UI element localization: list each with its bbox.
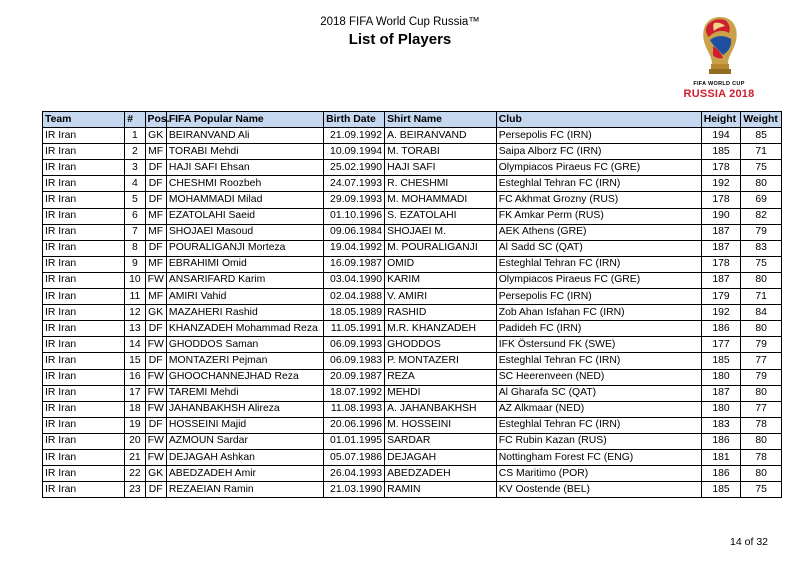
cell-shirt-name: RASHID (385, 305, 497, 321)
cell-position: MF (145, 289, 166, 305)
cell-shirt-name: SHOJAEI M. (385, 224, 497, 240)
cell-position: DF (145, 160, 166, 176)
cell-team: IR Iran (43, 337, 125, 353)
cell-club: Olympiacos Piraeus FC (GRE) (496, 160, 701, 176)
cell-weight: 69 (741, 192, 782, 208)
cell-height: 178 (701, 160, 741, 176)
table-row (43, 208, 782, 224)
cell-club: Nottingham Forest FC (ENG) (496, 449, 701, 465)
cell-team: IR Iran (43, 321, 125, 337)
cell-weight: 83 (741, 240, 782, 256)
column-header-position: Pos. (145, 112, 166, 128)
cell-shirt-name: RAMIN (385, 482, 497, 498)
cell-birth-date: 01.01.1995 (324, 433, 385, 449)
table-row (43, 128, 782, 144)
cell-birth-date: 20.06.1996 (324, 417, 385, 433)
cell-weight: 77 (741, 353, 782, 369)
cell-team: IR Iran (43, 144, 125, 160)
cell-height: 181 (701, 449, 741, 465)
cell-weight: 71 (741, 144, 782, 160)
cell-position: GK (145, 466, 166, 482)
cell-birth-date: 05.07.1986 (324, 449, 385, 465)
cell-popular-name: ABEDZADEH Amir (166, 466, 323, 482)
cell-weight: 75 (741, 482, 782, 498)
cell-position: DF (145, 192, 166, 208)
cell-club: Olympiacos Piraeus FC (GRE) (496, 272, 701, 288)
cell-position: FW (145, 433, 166, 449)
cell-popular-name: HOSSEINI Majid (166, 417, 323, 433)
trophy-emblem-icon (698, 14, 742, 80)
cell-club: Zob Ahan Isfahan FC (IRN) (496, 305, 701, 321)
cell-club: Saipa Alborz FC (IRN) (496, 144, 701, 160)
players-table (42, 111, 782, 498)
players-table-body (43, 128, 782, 498)
cell-height: 192 (701, 176, 741, 192)
table-row (43, 305, 782, 321)
cell-popular-name: BEIRANVAND Ali (166, 128, 323, 144)
cell-team: IR Iran (43, 272, 125, 288)
cell-birth-date: 11.05.1991 (324, 321, 385, 337)
cell-number: 17 (125, 385, 145, 401)
cell-weight: 79 (741, 369, 782, 385)
cell-shirt-name: V. AMIRI (385, 289, 497, 305)
cell-club: IFK Östersund FK (SWE) (496, 337, 701, 353)
table-row (43, 466, 782, 482)
cell-number: 8 (125, 240, 145, 256)
cell-popular-name: REZAEIAN Ramin (166, 482, 323, 498)
cell-popular-name: AZMOUN Sardar (166, 433, 323, 449)
cell-popular-name: DEJAGAH Ashkan (166, 449, 323, 465)
column-header-height: Height (701, 112, 741, 128)
cell-height: 183 (701, 417, 741, 433)
column-header-number: # (125, 112, 145, 128)
cell-club: Al Sadd SC (QAT) (496, 240, 701, 256)
cell-birth-date: 18.07.1992 (324, 385, 385, 401)
cell-team: IR Iran (43, 224, 125, 240)
cell-position: FW (145, 385, 166, 401)
table-row (43, 401, 782, 417)
column-header-birth-date: Birth Date (324, 112, 385, 128)
cell-weight: 75 (741, 256, 782, 272)
cell-height: 180 (701, 369, 741, 385)
cell-number: 5 (125, 192, 145, 208)
table-row (43, 482, 782, 498)
cell-number: 14 (125, 337, 145, 353)
document-title: List of Players (348, 31, 452, 48)
cell-shirt-name: M. HOSSEINI (385, 417, 497, 433)
cell-weight: 80 (741, 176, 782, 192)
cell-club: Al Gharafa SC (QAT) (496, 385, 701, 401)
cell-birth-date: 03.04.1990 (324, 272, 385, 288)
cell-number: 21 (125, 449, 145, 465)
cell-birth-date: 26.04.1993 (324, 466, 385, 482)
cell-shirt-name: OMID (385, 256, 497, 272)
cell-height: 190 (701, 208, 741, 224)
cell-position: FW (145, 337, 166, 353)
cell-team: IR Iran (43, 240, 125, 256)
cell-weight: 77 (741, 401, 782, 417)
table-row (43, 192, 782, 208)
table-row (43, 337, 782, 353)
cell-popular-name: MONTAZERI Pejman (166, 353, 323, 369)
cell-team: IR Iran (43, 305, 125, 321)
table-row (43, 176, 782, 192)
cell-height: 194 (701, 128, 741, 144)
cell-shirt-name: R. CHESHMI (385, 176, 497, 192)
cell-popular-name: TORABI Mehdi (166, 144, 323, 160)
cell-number: 9 (125, 256, 145, 272)
cell-shirt-name: MEHDI (385, 385, 497, 401)
table-row (43, 321, 782, 337)
cell-shirt-name: KARIM (385, 272, 497, 288)
cell-position: DF (145, 321, 166, 337)
table-row (43, 353, 782, 369)
cell-height: 185 (701, 144, 741, 160)
cell-shirt-name: A. JAHANBAKHSH (385, 401, 497, 417)
cell-weight: 78 (741, 449, 782, 465)
cell-height: 187 (701, 224, 741, 240)
cell-club: Persepolis FC (IRN) (496, 289, 701, 305)
cell-shirt-name: HAJI SAFI (385, 160, 497, 176)
cell-number: 1 (125, 128, 145, 144)
table-row (43, 224, 782, 240)
cell-number: 15 (125, 353, 145, 369)
cell-birth-date: 06.09.1983 (324, 353, 385, 369)
cell-team: IR Iran (43, 353, 125, 369)
column-header-club: Club (496, 112, 701, 128)
cell-shirt-name: P. MONTAZERI (385, 353, 497, 369)
cell-team: IR Iran (43, 482, 125, 498)
logo-text-fifa-world-cup: FIFA WORLD CUP (693, 81, 745, 87)
cell-weight: 75 (741, 160, 782, 176)
cell-popular-name: MAZAHERI Rashid (166, 305, 323, 321)
cell-birth-date: 16.09.1987 (324, 256, 385, 272)
cell-club: AEK Athens (GRE) (496, 224, 701, 240)
cell-shirt-name: GHODDOS (385, 337, 497, 353)
cell-number: 3 (125, 160, 145, 176)
cell-number: 4 (125, 176, 145, 192)
cell-position: GK (145, 305, 166, 321)
cell-club: FK Amkar Perm (RUS) (496, 208, 701, 224)
cell-weight: 80 (741, 466, 782, 482)
cell-weight: 82 (741, 208, 782, 224)
cell-number: 2 (125, 144, 145, 160)
cell-height: 178 (701, 256, 741, 272)
cell-birth-date: 02.04.1988 (324, 289, 385, 305)
cell-team: IR Iran (43, 385, 125, 401)
cell-weight: 85 (741, 128, 782, 144)
cell-club: FC Akhmat Grozny (RUS) (496, 192, 701, 208)
cell-weight: 71 (741, 289, 782, 305)
table-row (43, 449, 782, 465)
cell-team: IR Iran (43, 466, 125, 482)
cell-team: IR Iran (43, 208, 125, 224)
cell-team: IR Iran (43, 176, 125, 192)
cell-popular-name: SHOJAEI Masoud (166, 224, 323, 240)
cell-weight: 80 (741, 385, 782, 401)
cell-position: FW (145, 369, 166, 385)
cell-birth-date: 24.07.1993 (324, 176, 385, 192)
cell-height: 186 (701, 433, 741, 449)
cell-shirt-name: DEJAGAH (385, 449, 497, 465)
cell-team: IR Iran (43, 160, 125, 176)
cell-popular-name: CHESHMI Roozbeh (166, 176, 323, 192)
cell-position: FW (145, 272, 166, 288)
cell-team: IR Iran (43, 128, 125, 144)
cell-shirt-name: ABEDZADEH (385, 466, 497, 482)
document-subtitle: 2018 FIFA World Cup Russia™ (320, 16, 480, 28)
cell-position: MF (145, 256, 166, 272)
cell-team: IR Iran (43, 369, 125, 385)
cell-popular-name: MOHAMMADI Milad (166, 192, 323, 208)
cell-number: 22 (125, 466, 145, 482)
cell-weight: 79 (741, 224, 782, 240)
cell-number: 11 (125, 289, 145, 305)
cell-team: IR Iran (43, 192, 125, 208)
table-row (43, 160, 782, 176)
cell-shirt-name: M. POURALIGANJI (385, 240, 497, 256)
cell-shirt-name: SARDAR (385, 433, 497, 449)
table-row (43, 289, 782, 305)
cell-popular-name: EZATOLAHI Saeid (166, 208, 323, 224)
world-cup-logo (676, 14, 766, 104)
cell-popular-name: EBRAHIMI Omid (166, 256, 323, 272)
cell-height: 179 (701, 289, 741, 305)
cell-position: DF (145, 417, 166, 433)
cell-popular-name: KHANZADEH Mohammad Reza (166, 321, 323, 337)
cell-birth-date: 18.05.1989 (324, 305, 385, 321)
cell-popular-name: JAHANBAKHSH Alireza (166, 401, 323, 417)
cell-number: 18 (125, 401, 145, 417)
cell-birth-date: 11.08.1993 (324, 401, 385, 417)
cell-number: 23 (125, 482, 145, 498)
cell-number: 19 (125, 417, 145, 433)
cell-weight: 80 (741, 321, 782, 337)
cell-shirt-name: M. TORABI (385, 144, 497, 160)
cell-team: IR Iran (43, 449, 125, 465)
cell-number: 13 (125, 321, 145, 337)
cell-club: Esteghlal Tehran FC (IRN) (496, 417, 701, 433)
cell-height: 185 (701, 353, 741, 369)
logo-text-russia-2018: RUSSIA 2018 (683, 88, 755, 100)
cell-team: IR Iran (43, 289, 125, 305)
cell-position: FW (145, 401, 166, 417)
table-row (43, 240, 782, 256)
cell-weight: 80 (741, 433, 782, 449)
cell-height: 192 (701, 305, 741, 321)
cell-birth-date: 06.09.1993 (324, 337, 385, 353)
cell-club: SC Heerenveen (NED) (496, 369, 701, 385)
cell-club: Esteghlal Tehran FC (IRN) (496, 176, 701, 192)
cell-birth-date: 25.02.1990 (324, 160, 385, 176)
cell-team: IR Iran (43, 256, 125, 272)
cell-club: Esteghlal Tehran FC (IRN) (496, 353, 701, 369)
cell-height: 177 (701, 337, 741, 353)
cell-club: AZ Alkmaar (NED) (496, 401, 701, 417)
cell-weight: 78 (741, 417, 782, 433)
cell-birth-date: 19.04.1992 (324, 240, 385, 256)
cell-birth-date: 29.09.1993 (324, 192, 385, 208)
cell-number: 16 (125, 369, 145, 385)
cell-popular-name: GHOOCHANNEJHAD Reza (166, 369, 323, 385)
table-row (43, 369, 782, 385)
cell-birth-date: 09.06.1984 (324, 224, 385, 240)
cell-club: Esteghlal Tehran FC (IRN) (496, 256, 701, 272)
column-header-weight: Weight (741, 112, 782, 128)
cell-popular-name: POURALIGANJI Morteza (166, 240, 323, 256)
column-header-popular-name: FIFA Popular Name (166, 112, 323, 128)
cell-popular-name: TAREMI Mehdi (166, 385, 323, 401)
cell-position: MF (145, 208, 166, 224)
cell-position: MF (145, 144, 166, 160)
table-header-row (43, 112, 782, 128)
cell-shirt-name: REZA (385, 369, 497, 385)
cell-height: 178 (701, 192, 741, 208)
cell-number: 20 (125, 433, 145, 449)
table-row (43, 385, 782, 401)
table-row (43, 144, 782, 160)
cell-birth-date: 10.09.1994 (324, 144, 385, 160)
cell-club: KV Oostende (BEL) (496, 482, 701, 498)
cell-weight: 84 (741, 305, 782, 321)
cell-shirt-name: S. EZATOLAHI (385, 208, 497, 224)
cell-popular-name: AMIRI Vahid (166, 289, 323, 305)
cell-height: 187 (701, 385, 741, 401)
cell-position: MF (145, 224, 166, 240)
cell-birth-date: 21.09.1992 (324, 128, 385, 144)
cell-birth-date: 01.10.1996 (324, 208, 385, 224)
cell-team: IR Iran (43, 433, 125, 449)
cell-position: DF (145, 353, 166, 369)
cell-popular-name: ANSARIFARD Karim (166, 272, 323, 288)
cell-weight: 80 (741, 272, 782, 288)
cell-club: FC Rubin Kazan (RUS) (496, 433, 701, 449)
cell-shirt-name: A. BEIRANVAND (385, 128, 497, 144)
cell-birth-date: 21.03.1990 (324, 482, 385, 498)
cell-height: 187 (701, 240, 741, 256)
cell-position: FW (145, 449, 166, 465)
cell-number: 12 (125, 305, 145, 321)
table-row (43, 272, 782, 288)
cell-height: 186 (701, 466, 741, 482)
cell-weight: 79 (741, 337, 782, 353)
page-number: 14 of 32 (730, 536, 768, 548)
cell-position: DF (145, 482, 166, 498)
cell-height: 185 (701, 482, 741, 498)
column-header-shirt-name: Shirt Name (385, 112, 497, 128)
cell-shirt-name: M. MOHAMMADI (385, 192, 497, 208)
cell-height: 187 (701, 272, 741, 288)
cell-shirt-name: M.R. KHANZADEH (385, 321, 497, 337)
table-row (43, 417, 782, 433)
table-row (43, 433, 782, 449)
cell-position: GK (145, 128, 166, 144)
cell-position: DF (145, 240, 166, 256)
cell-number: 7 (125, 224, 145, 240)
cell-popular-name: GHODDOS Saman (166, 337, 323, 353)
cell-number: 6 (125, 208, 145, 224)
cell-birth-date: 20.09.1987 (324, 369, 385, 385)
cell-team: IR Iran (43, 401, 125, 417)
table-row (43, 256, 782, 272)
cell-position: DF (145, 176, 166, 192)
cell-club: CS Maritimo (POR) (496, 466, 701, 482)
cell-height: 186 (701, 321, 741, 337)
cell-team: IR Iran (43, 417, 125, 433)
cell-club: Persepolis FC (IRN) (496, 128, 701, 144)
cell-club: Padideh FC (IRN) (496, 321, 701, 337)
cell-height: 180 (701, 401, 741, 417)
cell-popular-name: HAJI SAFI Ehsan (166, 160, 323, 176)
column-header-team: Team (43, 112, 125, 128)
cell-number: 10 (125, 272, 145, 288)
